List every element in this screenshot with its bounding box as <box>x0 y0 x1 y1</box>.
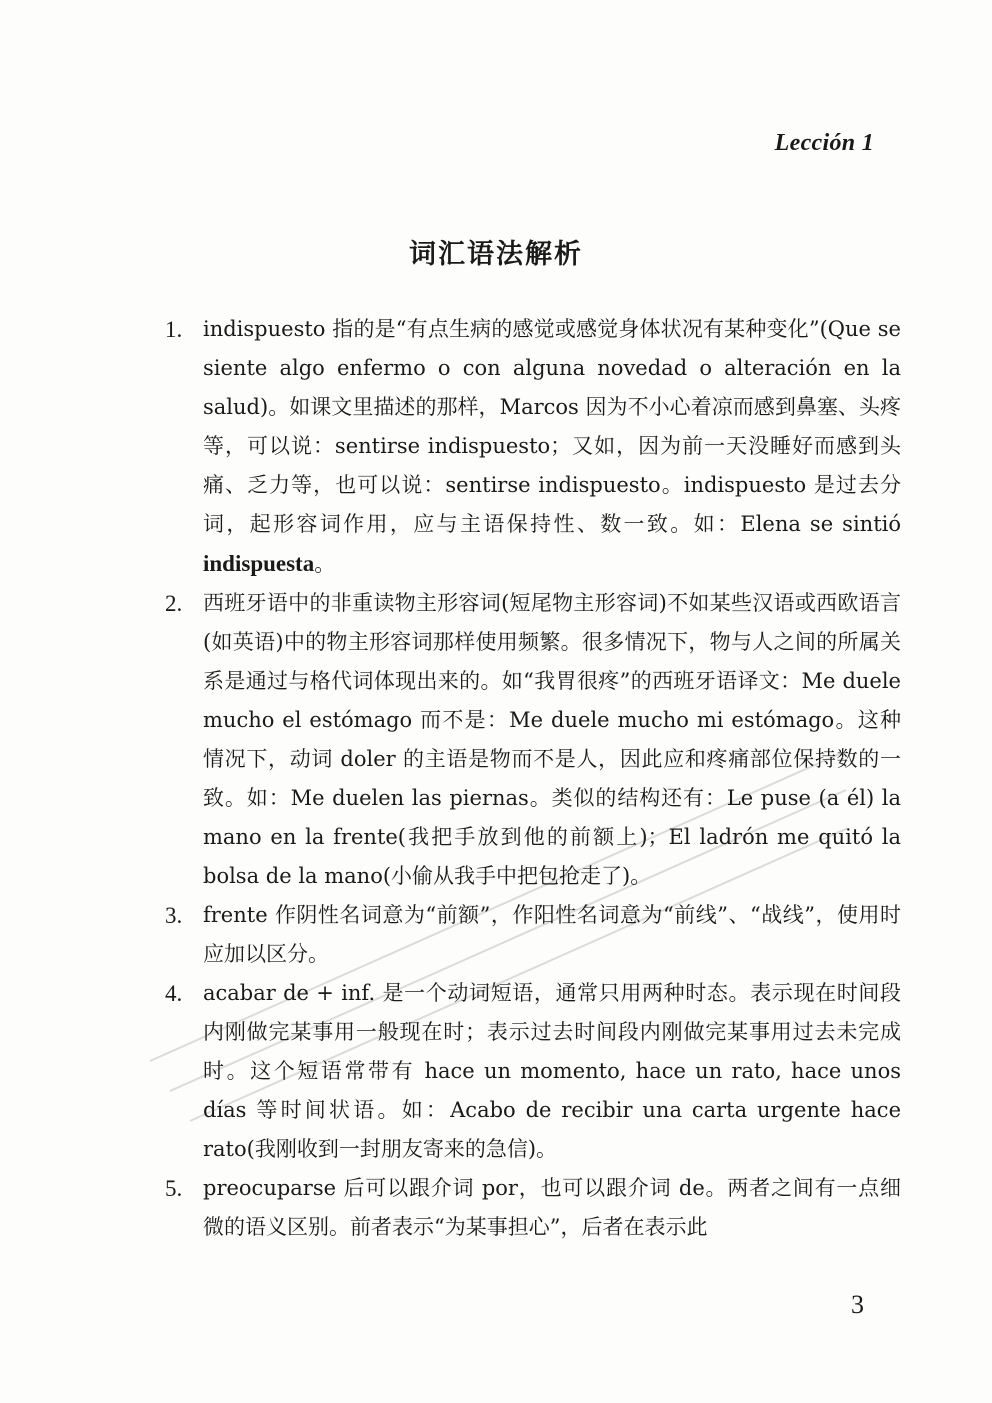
bold-example-word: indispuesta <box>203 551 315 576</box>
list-item <box>165 1169 901 1247</box>
running-head: Lección 1 <box>774 130 874 156</box>
item-text: preocuparse 后可以跟介词 por，也可以跟介词 de。两者之间有一点细微的语义区别。前者表示“为某事担心”，后者在表示此 <box>203 1176 901 1239</box>
list-item <box>165 584 901 896</box>
page-number: 3 <box>851 1290 864 1319</box>
list-item <box>165 310 901 584</box>
item-number: 4. <box>165 981 183 1006</box>
item-text-tail: 。 <box>314 552 336 576</box>
notes-list <box>165 310 901 1247</box>
item-text: 西班牙语中的非重读物主形容词(短尾物主形容词)不如某些汉语或西欧语言(如英语)中的物主形容词那样使用频繁。很多情况下，物与人之间的所属关系是通过与格代词体现出来的。如“我胃很疼”的西班牙语译文：Me duele mucho el estómago 而不是：Me duele mucho mi estómago。这种情况下，动词 doler 的主语是物而不是人，因此应和疼痛部位保持数的一致。如：Me duelen las piernas。类似的结构还有：Le puse (a él) la mano en la frente(我把手放到他的前额上)；El ladrón me quitó la bolsa de la mano(小偷从我手中把包抢走了)。 <box>203 591 901 888</box>
item-text <box>203 310 901 584</box>
item-text-body: indispuesto 指的是“有点生病的感觉或感觉身体状况有某种变化”(Que se siente algo enfermo o con alguna novedad o alteración en la salud)。如课文里描述的那样，Marcos 因为不小心着凉而感到鼻塞、头疼等，可以说：sentirse indispuesto；又如，因为前一天没睡好而感到头痛、乏力等，也可以说：sentirse indispuesto。indispuesto 是过去分词，起形容词作用，应与主语保持性、数一致。如：Elena se sintió <box>203 317 901 536</box>
item-text: acabar de + inf. 是一个动词短语，通常只用两种时态。表示现在时间段内刚做完某事用一般现在时；表示过去时间段内刚做完某事用过去未完成时。这个短语常带有 hace un momento, hace un rato, hace unos días 等时间状语。如：Acabo de recibir una carta urgente hace rato(我刚收到一封朋友寄来的急信)。 <box>203 981 901 1161</box>
list-item <box>165 896 901 974</box>
item-number: 2. <box>165 591 183 616</box>
list-item <box>165 974 901 1169</box>
section-title: 词汇语法解析 <box>409 239 583 270</box>
item-number: 5. <box>165 1176 183 1201</box>
item-number: 1. <box>165 317 183 342</box>
item-number: 3. <box>165 903 183 928</box>
item-text: frente 作阴性名词意为“前额”，作阳性名词意为“前线”、“战线”，使用时应加以区分。 <box>203 903 901 966</box>
